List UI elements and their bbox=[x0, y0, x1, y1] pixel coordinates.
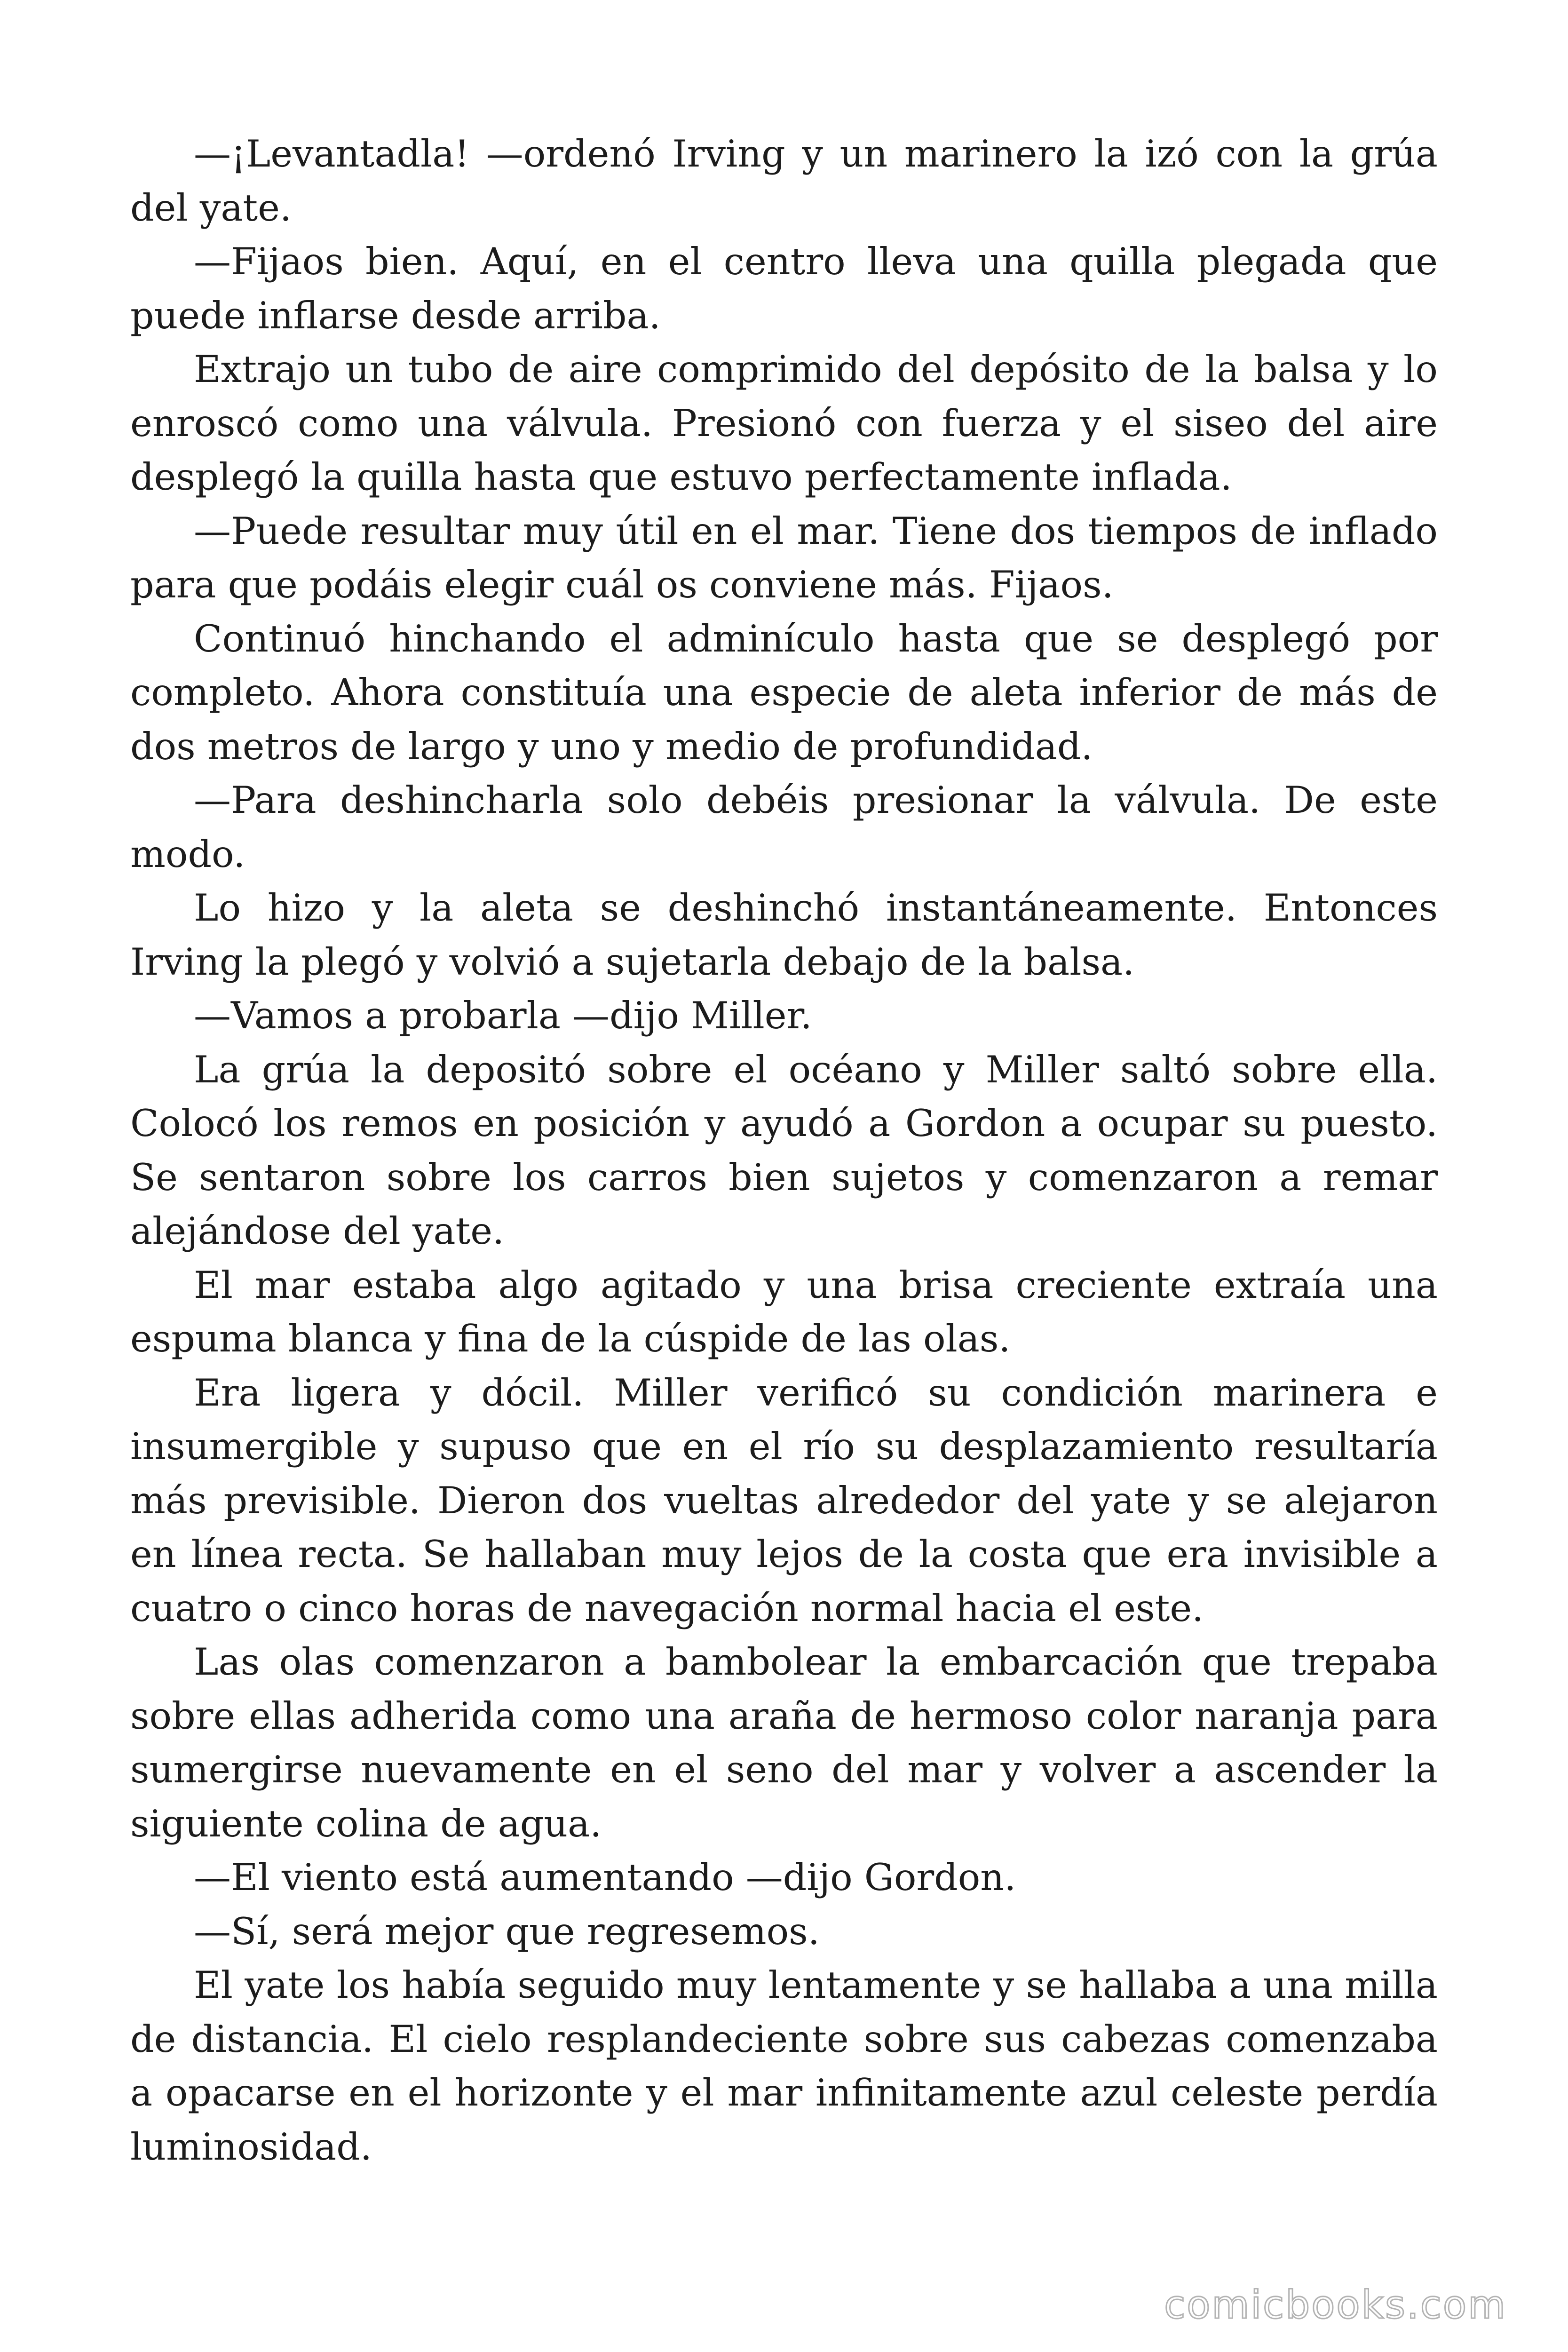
paragraph: El mar estaba algo agitado y una brisa creciente extraía una espuma blanca y fina de la cúspide de las olas. bbox=[130, 1263, 1438, 1360]
paragraph: —Vamos a probarla —dijo Miller. bbox=[194, 994, 812, 1037]
paragraph: —El viento está aumentando —dijo Gordon. bbox=[194, 1856, 1016, 1899]
paragraph: Lo hizo y la aleta se deshinchó instantáneamente. Entonces Irving la plegó y volvió a sujetarla debajo de la balsa. bbox=[130, 886, 1438, 984]
paragraph: Era ligera y dócil. Miller verificó su condición marinera e insumergible y supuso que en el río su desplazamiento resultaría más previsible. Dieron dos vueltas alrededor del yate y se alejaron en línea recta. Se hallaban muy lejos de la costa que era invisible a cuatro o cinco horas de navegación normal hacia el este. bbox=[130, 1371, 1438, 1630]
watermark-logo: comicbooks.com bbox=[1164, 2283, 1507, 2328]
paragraph: La grúa la depositó sobre el océano y Miller saltó sobre ella. Colocó los remos en posición y ayudó a Gordon a ocupar su puesto. Se sentaron sobre los carros bien sujetos y comenzaron a remar alejándose del yate. bbox=[130, 1048, 1438, 1253]
paragraph: —Puede resultar muy útil en el mar. Tiene dos tiempos de inflado para que podáis elegir cuál os conviene más. Fijaos. bbox=[130, 509, 1438, 606]
paragraph: —¡Levantadla! —ordenó Irving y un marinero la izó con la grúa del yate. bbox=[130, 132, 1438, 230]
paragraph: —Para deshincharla solo debéis presionar la válvula. De este modo. bbox=[130, 779, 1438, 876]
paragraph: Las olas comenzaron a bambolear la embarcación que trepaba sobre ellas adherida como una araña de hermoso color naranja para sumergirse nuevamente en el seno del mar y volver a ascender la siguiente colina de agua. bbox=[130, 1640, 1438, 1845]
paragraph: Continuó hinchando el adminículo hasta que se desplegó por completo. Ahora constituía una especie de aleta inferior de más de dos metros de largo y uno y medio de profundidad. bbox=[130, 617, 1438, 768]
paragraph: —Fijaos bien. Aquí, en el centro lleva una quilla plegada que puede inflarse desde arriba. bbox=[130, 240, 1438, 337]
paragraph: —Sí, será mejor que regresemos. bbox=[194, 1909, 820, 1953]
paragraph: El yate los había seguido muy lentamente y se hallaba a una milla de distancia. El cielo resplandeciente sobre sus cabezas comenzaba a opacarse en el horizonte y el mar infinitamente azul celeste perdía luminosidad. bbox=[130, 1963, 1438, 2169]
body-text bbox=[130, 127, 1438, 2174]
paragraph: Extrajo un tubo de aire comprimido del depósito de la balsa y lo enroscó como una válvula. Presionó con fuerza y el siseo del aire desplegó la quilla hasta que estuvo perfectamente inflada. bbox=[130, 348, 1438, 499]
